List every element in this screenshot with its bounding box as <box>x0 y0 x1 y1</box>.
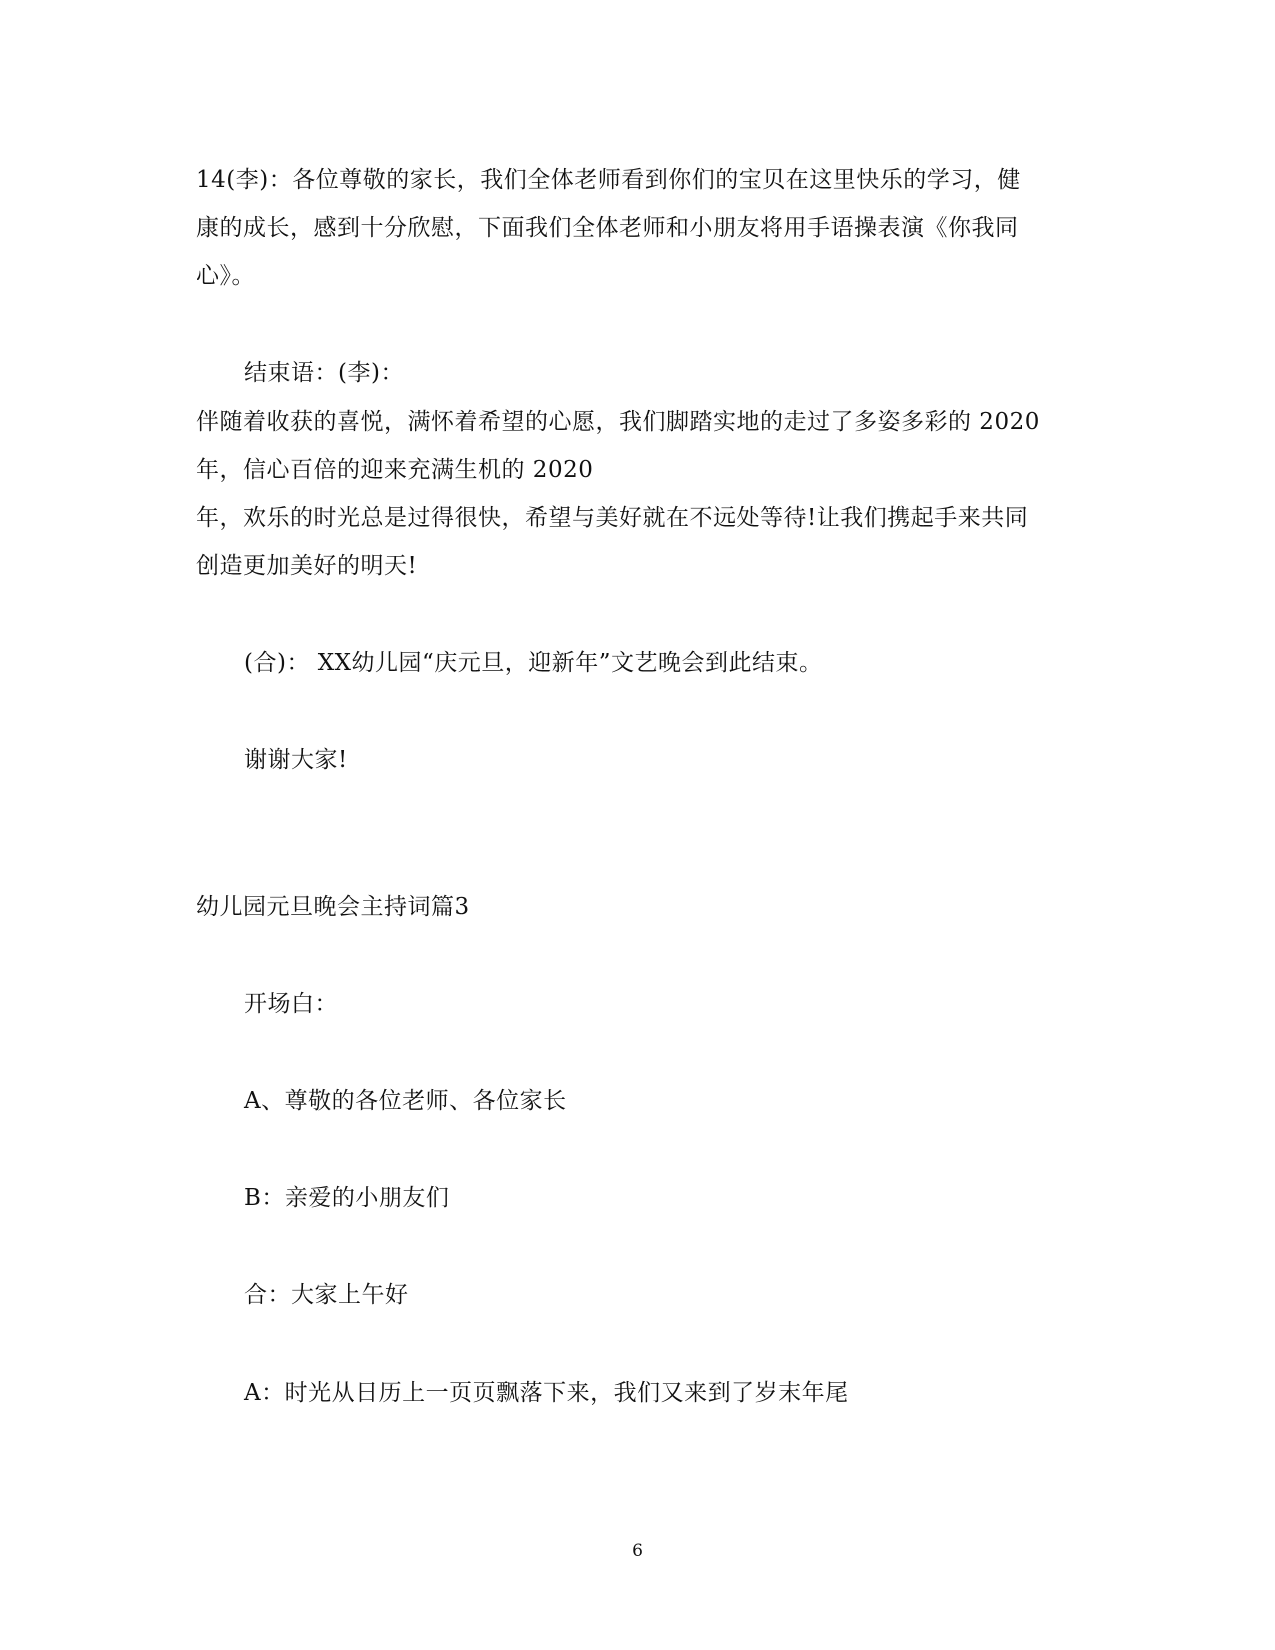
closing-line-1: 伴随着收获的喜悦，满怀着希望的心愿，我们脚踏实地的走过了多姿多彩的 2020 <box>196 409 1040 435</box>
thanks-line: 谢谢大家! <box>244 747 348 773</box>
paragraph-14-line-1: 14(李)：各位尊敬的家长，我们全体老师看到你们的宝贝在这里快乐的学习，健 <box>196 167 1021 193</box>
closing-heading: 结束语：(李)： <box>244 360 404 386</box>
closing-line-4: 创造更加美好的明天! <box>196 553 418 579</box>
host-a-line-2: A：时光从日历上一页页飘落下来，我们又来到了岁末年尾 <box>244 1380 849 1406</box>
host-a-line-1: A、尊敬的各位老师、各位家长 <box>244 1088 567 1114</box>
paragraph-14-line-2: 康的成长，感到十分欣慰，下面我们全体老师和小朋友将用手语操表演《你我同 <box>196 215 1019 241</box>
page-number: 6 <box>632 1541 643 1561</box>
together-closing-line: (合)： XX幼儿园“庆元旦，迎新年”文艺晚会到此结束。 <box>244 650 823 676</box>
paragraph-14-line-3: 心》。 <box>196 263 255 289</box>
host-b-line-1: B：亲爱的小朋友们 <box>244 1185 450 1211</box>
section-3-title: 幼儿园元旦晚会主持词篇3 <box>196 894 470 920</box>
closing-line-3: 年，欢乐的时光总是过得很快，希望与美好就在不远处等待!让我们携起手来共同 <box>196 505 1029 531</box>
opening-label: 开场白： <box>244 991 338 1017</box>
together-greeting-line: 合：大家上午好 <box>244 1282 409 1308</box>
closing-line-2: 年，信心百倍的迎来充满生机的 2020 <box>196 457 594 483</box>
